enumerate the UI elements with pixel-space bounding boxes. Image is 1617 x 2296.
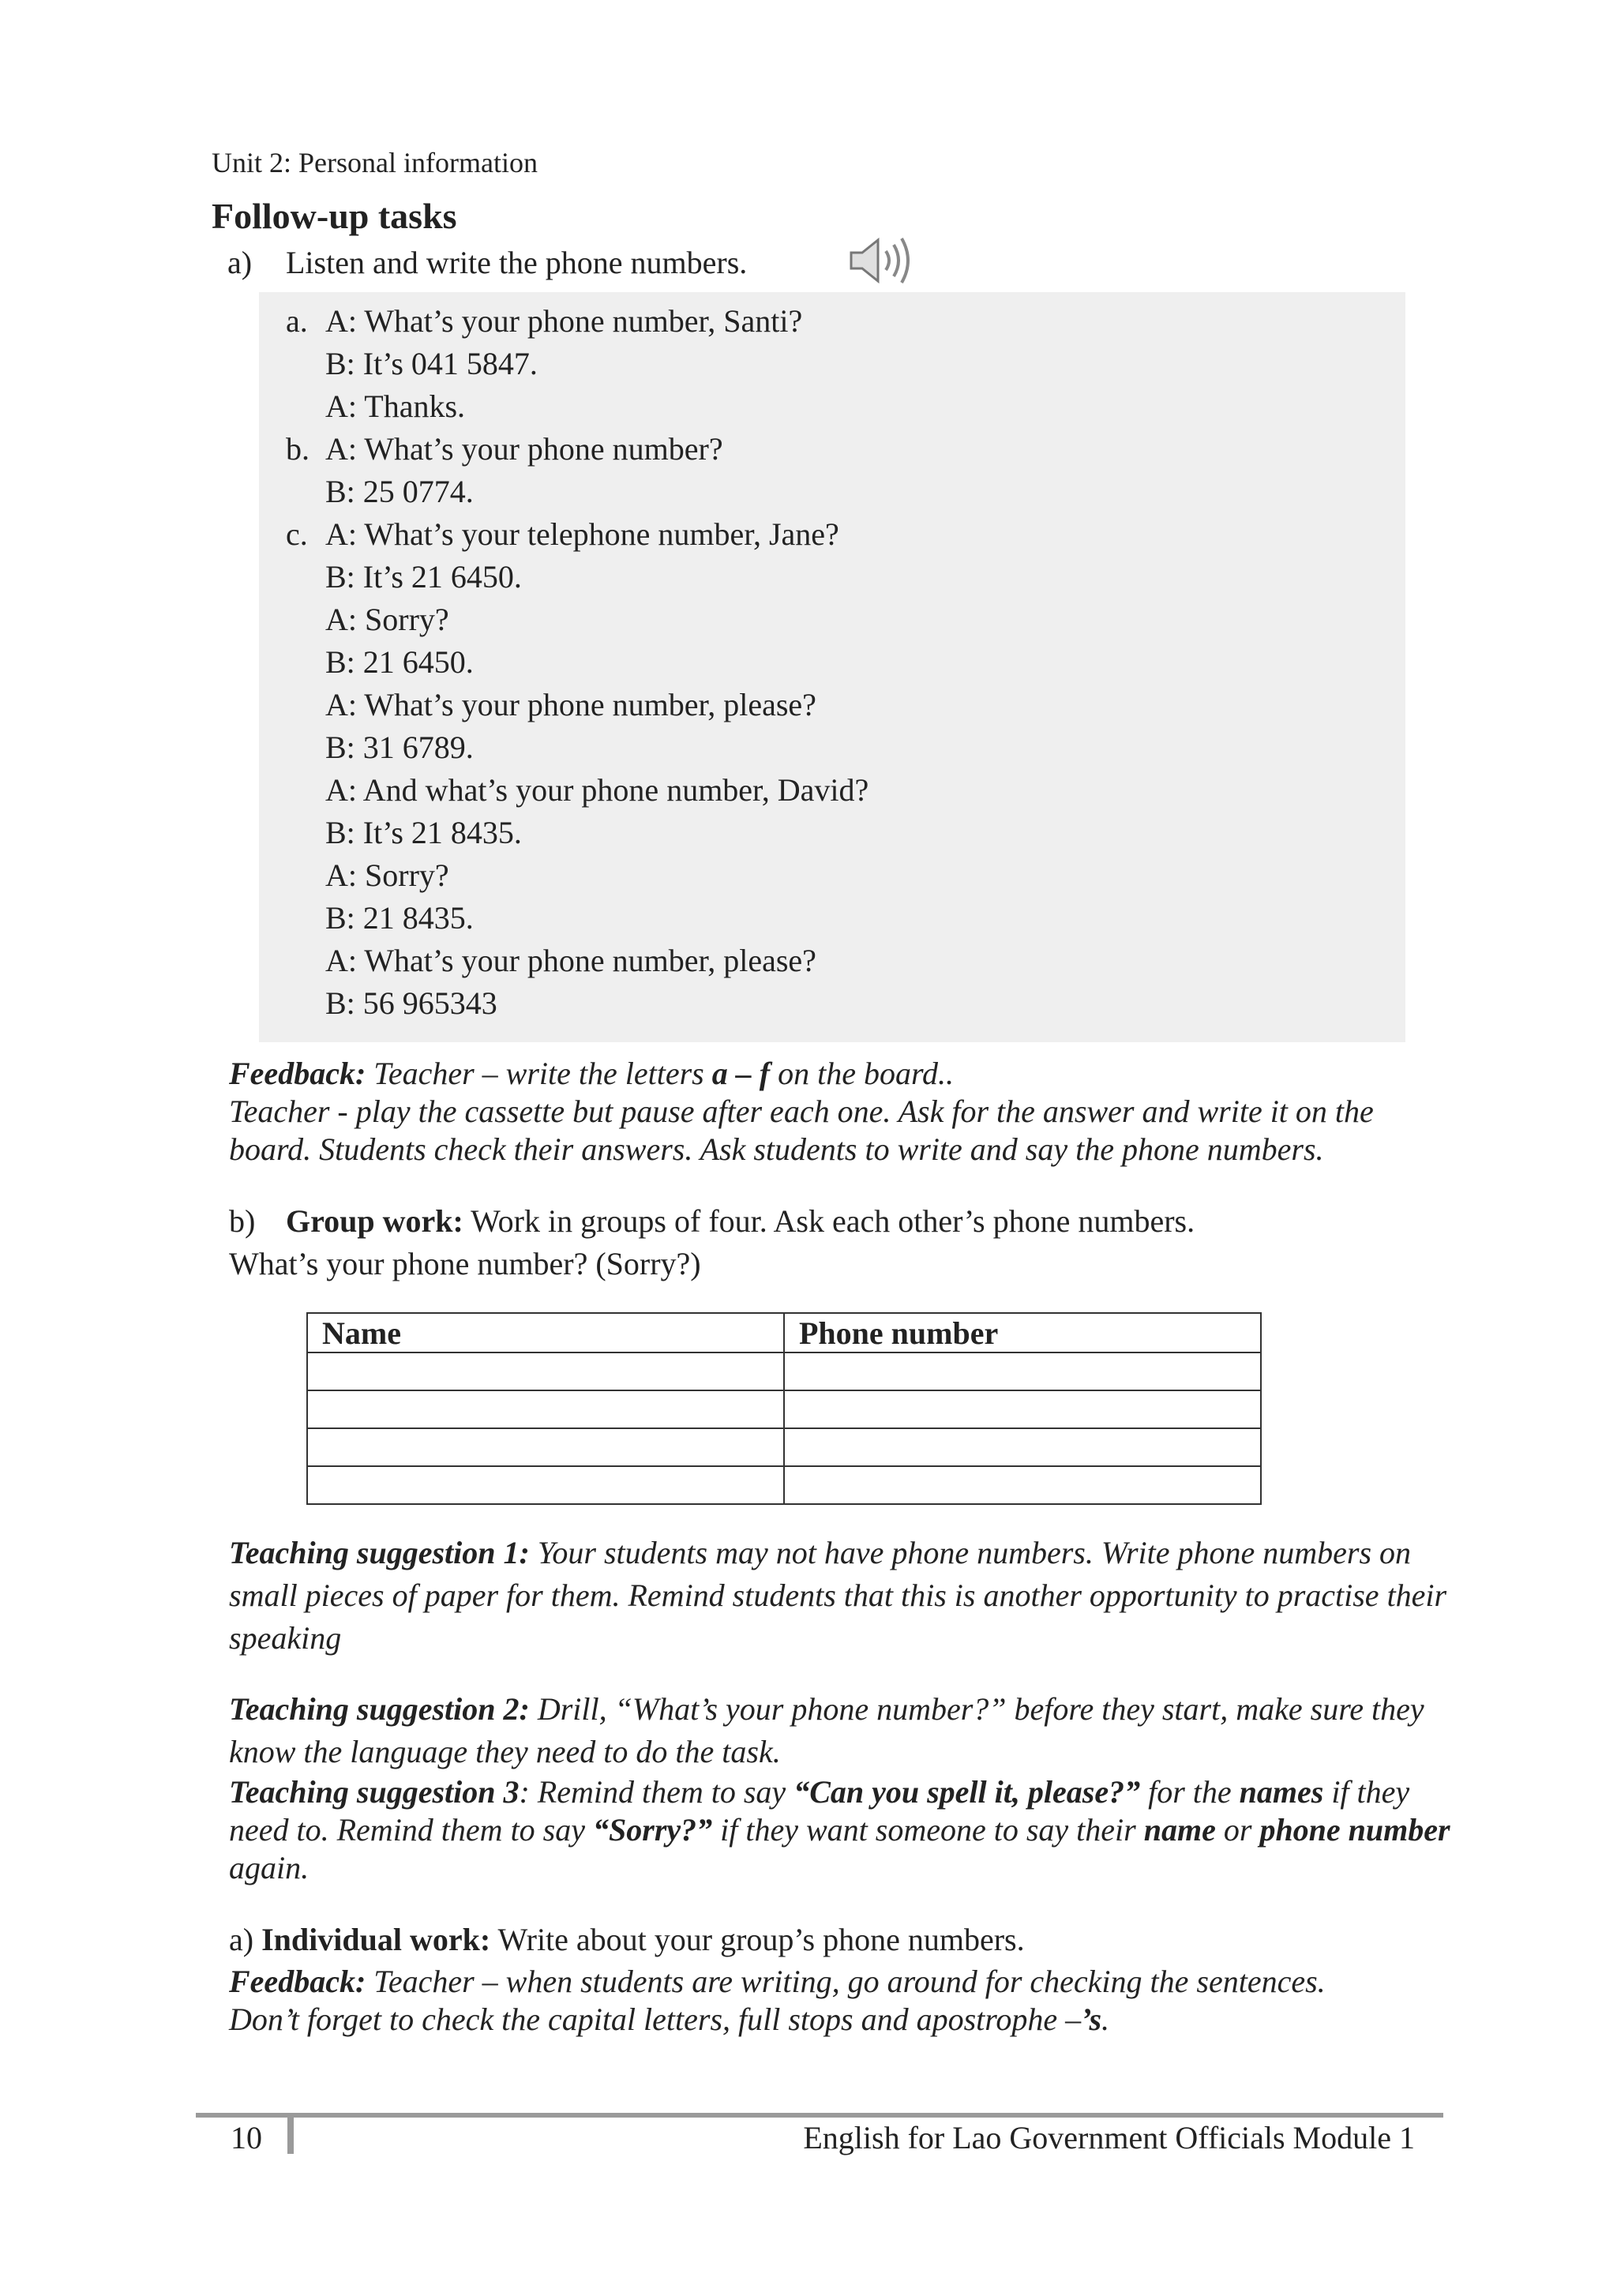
task-a	[227, 243, 747, 283]
dialog-text: B: 21 8435.	[325, 900, 474, 936]
task-b-marker: b)	[229, 1203, 256, 1239]
footer-title: English for Lao Government Officials Module 1	[803, 2120, 1415, 2155]
suggestion-3-text: for the	[1140, 1774, 1240, 1810]
dialog-letter: a.	[286, 303, 308, 339]
suggestion-1-text: Your students may not have phone numbers. Write phone numbers on small pieces of paper for them. Remind students that this is another opportunity to practise their speaking	[229, 1535, 1447, 1656]
table-cell-phone[interactable]	[784, 1428, 1261, 1466]
suggestion-3-phrase: “Can you spell it, please?”	[793, 1774, 1141, 1810]
suggestion-3-text: or	[1215, 1812, 1260, 1848]
dialog-text: B: 25 0774.	[325, 474, 474, 509]
table-row	[307, 1466, 1261, 1504]
suggestion-3-keyword: names	[1239, 1774, 1324, 1810]
table-cell-phone[interactable]	[784, 1352, 1261, 1390]
feedback-2	[229, 1963, 1461, 2039]
dialog-letter: b.	[286, 431, 310, 467]
table-row	[307, 1352, 1261, 1390]
suggestion-3-text: : Remind them to say	[519, 1774, 794, 1810]
task-b-label: Group work:	[286, 1203, 463, 1239]
suggestion-3-label: Teaching suggestion 3	[229, 1774, 520, 1810]
feedback-2-apostrophe: ’s	[1081, 2001, 1102, 2037]
phone-table-wrap	[306, 1312, 1262, 1505]
phone-table	[306, 1312, 1262, 1505]
task-b	[229, 1200, 1195, 1285]
suggestion-3-keyword: name	[1143, 1812, 1216, 1848]
dialog-text: B: It’s 041 5847.	[325, 346, 538, 381]
table-cell-phone[interactable]	[784, 1390, 1261, 1428]
table-row	[307, 1428, 1261, 1466]
suggestion-3-text: if they want someone to say their	[712, 1812, 1144, 1848]
task-individual-instruction: Write about your group’s phone numbers.	[490, 1922, 1025, 1957]
dialog-text: A: And what’s your phone number, David?	[325, 772, 869, 808]
table-cell-name[interactable]	[307, 1352, 784, 1390]
dialog-text: B: It’s 21 6450.	[325, 559, 522, 595]
dialog-text: B: It’s 21 8435.	[325, 815, 522, 850]
dialog-letter: c.	[286, 516, 308, 552]
table-cell-name[interactable]	[307, 1466, 784, 1504]
dialog-text: A: What’s your phone number?	[325, 431, 723, 467]
dialog-text: A: What’s your telephone number, Jane?	[325, 516, 839, 552]
dialog-text: A: What’s your phone number, please?	[325, 687, 816, 722]
dialog-text: B: 56 965343	[325, 985, 497, 1021]
feedback-1	[229, 1055, 1461, 1169]
dialog-text: A: What’s your phone number, please?	[325, 943, 816, 978]
dialog-box	[259, 292, 1405, 1042]
feedback-2-line-2-text: Don’t forget to check the capital letters, full stops and apostrophe –	[229, 2001, 1082, 2037]
speaker-icon[interactable]	[846, 229, 919, 292]
feedback-1-letters: a – f	[711, 1056, 771, 1091]
task-a-marker: a)	[227, 245, 253, 280]
suggestion-1-label: Teaching suggestion 1:	[229, 1535, 530, 1570]
suggestion-2-label: Teaching suggestion 2:	[229, 1691, 530, 1727]
feedback-2-text: Teacher – when students are writing, go around for checking the sentences.	[366, 1964, 1326, 1999]
task-individual	[229, 1919, 1025, 1961]
feedback-1-label: Feedback:	[229, 1056, 366, 1091]
table-header-row	[307, 1313, 1261, 1352]
page-number: 10	[231, 2120, 262, 2155]
table-cell-name[interactable]	[307, 1390, 784, 1428]
dialog-text: A: What’s your phone number, Santi?	[325, 303, 803, 339]
table-cell-name[interactable]	[307, 1428, 784, 1466]
feedback-2-label: Feedback:	[229, 1964, 366, 1999]
table-header-phone: Phone number	[784, 1313, 1261, 1352]
section-title: Follow-up tasks	[212, 196, 457, 236]
teaching-suggestion-1	[229, 1532, 1461, 1660]
feedback-1-line-2: Teacher - play the cassette but pause after each one. Ask for the answer and write it on the board. Students check their answers. Ask students to write and say the phone numbers.	[229, 1094, 1374, 1167]
teaching-suggestion-2	[229, 1688, 1461, 1773]
dialog-text: A: Sorry?	[325, 602, 449, 637]
teaching-suggestion-3	[229, 1773, 1461, 1887]
suggestion-3-text: again.	[229, 1850, 310, 1885]
feedback-2-line-1	[229, 1963, 1461, 2001]
task-b-line	[229, 1200, 1195, 1243]
table-header-name: Name	[307, 1313, 784, 1352]
task-b-instruction: Work in groups of four. Ask each other’s phone numbers.	[463, 1203, 1195, 1239]
table-cell-phone[interactable]	[784, 1466, 1261, 1504]
task-b-example: What’s your phone number? (Sorry?)	[229, 1246, 701, 1281]
dialog-text: A: Thanks.	[325, 388, 466, 424]
suggestion-2-text: Drill, “What’s your phone number?” before they start, make sure they know the language they need to do the task.	[229, 1691, 1424, 1769]
dialog-text: B: 21 6450.	[325, 644, 474, 680]
footer-rule	[196, 2113, 1443, 2118]
task-individual-label: Individual work:	[261, 1922, 491, 1957]
unit-header: Unit 2: Personal information	[212, 147, 538, 178]
dialog-text: B: 31 6789.	[325, 730, 474, 765]
feedback-2-end: .	[1101, 2001, 1110, 2037]
dialog-text: A: Sorry?	[325, 857, 449, 893]
footer-divider	[287, 2118, 294, 2154]
table-row	[307, 1390, 1261, 1428]
feedback-1-text-2: on the board..	[770, 1056, 955, 1091]
feedback-1-text-1: Teacher – write the letters	[366, 1056, 712, 1091]
suggestion-3-keyword: phone number	[1259, 1812, 1450, 1848]
suggestion-3-phrase: “Sorry?”	[593, 1812, 713, 1848]
task-a-instruction: Listen and write the phone numbers.	[286, 245, 748, 280]
feedback-2-line-2	[229, 2001, 1461, 2039]
feedback-1-line-1	[229, 1055, 1461, 1093]
suggestion-3-text: if they need to. Remind them to say	[229, 1774, 1410, 1848]
task-individual-marker: a)	[229, 1922, 254, 1957]
